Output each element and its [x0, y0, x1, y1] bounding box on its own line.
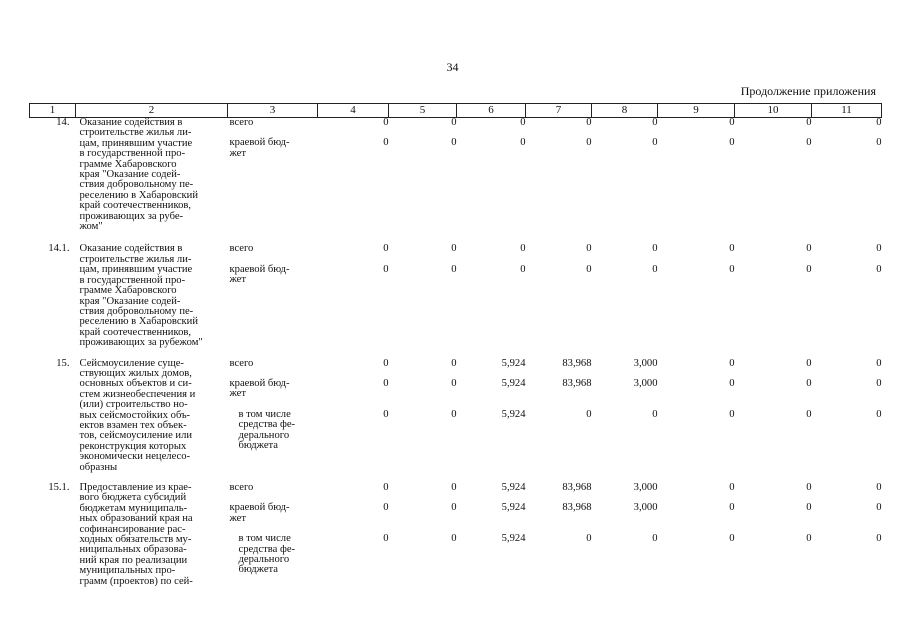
value-block	[814, 410, 882, 452]
value-block	[459, 534, 526, 576]
value-block	[594, 359, 658, 369]
value-block	[459, 359, 526, 369]
value-block	[660, 359, 735, 369]
value-block	[320, 483, 389, 493]
value-block	[814, 503, 882, 524]
cell-value: 0	[520, 137, 526, 149]
value-cell	[812, 118, 882, 245]
cell-value: 83,968	[562, 377, 592, 389]
cell-value: 0	[729, 502, 735, 514]
value-block	[737, 359, 812, 369]
cell-value: 0	[586, 263, 592, 275]
cell-value: 0	[652, 243, 658, 255]
value-cell	[389, 483, 457, 587]
value-cell	[457, 118, 526, 245]
source-label-line: дерального	[238, 554, 290, 566]
cell-value: 0	[876, 408, 882, 420]
cell-value: 0	[806, 117, 812, 128]
name-line: вых сейсмостойких объ-	[79, 409, 191, 421]
name-line: ных образований края на	[79, 513, 193, 525]
value-cell	[812, 244, 882, 358]
value-cell	[592, 483, 658, 587]
value-block	[459, 483, 526, 493]
value-cell	[318, 118, 389, 245]
row-name	[76, 244, 228, 358]
value-block	[660, 244, 735, 254]
value-cell	[658, 483, 735, 587]
value-block	[391, 379, 457, 400]
funding-source	[230, 379, 316, 400]
value-block	[814, 265, 882, 286]
row-number: 14.1.	[48, 243, 70, 255]
value-block	[814, 138, 882, 159]
value-block	[320, 503, 389, 524]
source-label-line: жет	[229, 274, 247, 286]
value-cell	[735, 244, 812, 358]
row-name	[76, 483, 228, 587]
row-number: 15.	[56, 357, 70, 369]
name-line: края "Оказание содей-	[79, 295, 181, 307]
value-block	[391, 410, 457, 452]
name-line: реселению в Хабаровский	[79, 189, 199, 201]
funding-sources	[228, 118, 318, 245]
value-cell	[658, 359, 735, 483]
cell-value: 0	[383, 117, 389, 128]
value-block	[459, 265, 526, 286]
funding-source	[230, 410, 316, 452]
col-header: 3	[228, 104, 318, 118]
cell-value: 0	[451, 533, 457, 545]
value-block	[814, 118, 882, 128]
cell-value: 0	[729, 408, 735, 420]
cell-value: 0	[383, 357, 389, 369]
name-line: образны	[79, 461, 118, 473]
value-block	[320, 379, 389, 400]
cell-value: 0	[806, 533, 812, 545]
value-block	[814, 359, 882, 369]
value-block	[528, 265, 592, 286]
funding-source	[230, 359, 316, 369]
name-line: края "Оказание содей-	[79, 169, 181, 181]
value-block	[391, 138, 457, 159]
cell-value: 0	[383, 482, 389, 493]
name-line: грамме Хабаровского	[79, 285, 177, 297]
value-block	[459, 410, 526, 452]
cell-value: 0	[586, 533, 592, 545]
cell-value: 0	[652, 263, 658, 275]
cell-value: 0	[806, 482, 812, 493]
value-block	[737, 483, 812, 493]
col-header: 7	[526, 104, 592, 118]
funding-sources	[228, 244, 318, 358]
cell-value: 83,968	[562, 482, 592, 493]
name-line: ектов взамен тех объек-	[79, 419, 187, 431]
cell-value: 3,000	[633, 482, 658, 493]
value-block	[528, 138, 592, 159]
source-label-line: в том числе	[238, 408, 291, 420]
cell-value: 0	[652, 137, 658, 149]
name-line: ствия добровольному пе-	[79, 305, 194, 317]
cell-value: 0	[806, 502, 812, 514]
value-block	[320, 244, 389, 254]
continuation-note: Продолжение приложения	[740, 84, 876, 98]
value-block	[459, 503, 526, 524]
value-block	[391, 534, 457, 576]
cell-value: 0	[876, 502, 882, 514]
value-block	[391, 483, 457, 493]
value-cell	[389, 244, 457, 358]
value-block	[320, 410, 389, 452]
cell-value: 0	[876, 137, 882, 149]
value-block	[814, 483, 882, 493]
cell-value: 0	[451, 482, 457, 493]
value-block	[594, 503, 658, 524]
value-block	[391, 244, 457, 254]
source-label-line: всего	[229, 357, 254, 369]
name-line: стем жизнеобеспечения и	[79, 388, 196, 400]
value-block	[737, 379, 812, 400]
table-body	[30, 118, 882, 588]
cell-value: 0	[383, 263, 389, 275]
name-line: Оказание содействия в	[79, 243, 183, 255]
value-block	[660, 534, 735, 576]
cell-value: 0	[652, 117, 658, 128]
name-line: цам, принявшим участие	[79, 137, 193, 149]
value-block	[391, 503, 457, 524]
row-number: 14.	[56, 117, 70, 128]
name-line: Предоставление из крае-	[79, 482, 192, 493]
cell-value: 0	[806, 263, 812, 275]
name-line: вого бюджета субсидий	[79, 492, 187, 504]
cell-value: 0	[451, 408, 457, 420]
value-block	[594, 379, 658, 400]
funding-sources	[228, 483, 318, 587]
name-line: строительстве жилья ли-	[79, 253, 192, 265]
value-cell	[592, 244, 658, 358]
table-row	[30, 118, 882, 245]
value-cell	[457, 244, 526, 358]
value-block	[660, 503, 735, 524]
source-label-line: краевой бюд-	[229, 137, 290, 149]
funding-source	[230, 534, 316, 576]
cell-value: 0	[520, 243, 526, 255]
col-header: 10	[735, 104, 812, 118]
col-header: 8	[592, 104, 658, 118]
table-row	[30, 359, 882, 483]
value-block	[737, 138, 812, 159]
row-name	[76, 359, 228, 483]
funding-source	[230, 265, 316, 286]
value-block	[814, 534, 882, 576]
value-cell	[592, 359, 658, 483]
source-label-line: всего	[229, 482, 254, 493]
source-label-line: жет	[229, 388, 247, 400]
cell-value: 0	[876, 533, 882, 545]
cell-value: 5,924	[501, 482, 526, 493]
name-line: край соотечественников,	[79, 200, 192, 212]
value-block	[528, 503, 592, 524]
value-block	[594, 138, 658, 159]
source-label-line: средства фе-	[238, 543, 296, 555]
cell-value: 0	[586, 243, 592, 255]
value-block	[594, 265, 658, 286]
value-block	[528, 118, 592, 128]
col-header: 11	[812, 104, 882, 118]
cell-value: 0	[383, 243, 389, 255]
value-block	[660, 138, 735, 159]
cell-value: 0	[729, 117, 735, 128]
name-line: край соотечественников,	[79, 326, 192, 338]
cell-value: 0	[729, 533, 735, 545]
value-block	[814, 379, 882, 400]
source-label-line: бюджета	[238, 439, 278, 451]
value-block	[528, 379, 592, 400]
table-row	[30, 244, 882, 358]
value-block	[459, 379, 526, 400]
value-block	[528, 410, 592, 452]
value-cell	[812, 483, 882, 587]
value-block	[660, 379, 735, 400]
cell-value: 0	[383, 137, 389, 149]
funding-source	[230, 118, 316, 128]
cell-value: 3,000	[633, 502, 658, 514]
cell-value: 5,924	[501, 377, 526, 389]
source-label-line: краевой бюд-	[229, 502, 290, 514]
value-cell	[318, 483, 389, 587]
cell-value: 0	[652, 533, 658, 545]
name-line: (или) строительство но-	[79, 399, 188, 411]
name-line: ствия добровольному пе-	[79, 179, 194, 191]
cell-value: 0	[876, 377, 882, 389]
value-block	[814, 244, 882, 254]
cell-value: 0	[383, 377, 389, 389]
funding-sources	[228, 359, 318, 483]
name-line: грамм (проектов) по сей-	[79, 575, 193, 587]
value-block	[737, 118, 812, 128]
value-cell	[735, 118, 812, 245]
value-block	[660, 265, 735, 286]
cell-value: 3,000	[633, 377, 658, 389]
value-cell	[389, 118, 457, 245]
col-header: 1	[30, 104, 76, 118]
cell-value: 0	[451, 137, 457, 149]
cell-value: 3,000	[633, 357, 658, 369]
cell-value: 0	[876, 117, 882, 128]
cell-value: 0	[652, 408, 658, 420]
cell-value: 0	[729, 482, 735, 493]
col-header: 2	[76, 104, 228, 118]
value-block	[391, 118, 457, 128]
value-block	[594, 244, 658, 254]
cell-value: 0	[876, 357, 882, 369]
value-block	[459, 244, 526, 254]
source-label-line: жет	[229, 147, 247, 159]
value-cell	[457, 483, 526, 587]
name-line: в государственной про-	[79, 274, 186, 286]
cell-value: 5,924	[501, 502, 526, 514]
cell-value: 83,968	[562, 357, 592, 369]
value-block	[320, 118, 389, 128]
cell-value: 0	[520, 117, 526, 128]
cell-value: 0	[586, 408, 592, 420]
cell-value: 83,968	[562, 502, 592, 514]
cell-value: 0	[451, 502, 457, 514]
name-line: проживающих за рубежом"	[79, 337, 203, 349]
name-line: основных объектов и си-	[79, 378, 192, 390]
source-label-line: в том числе	[238, 533, 291, 545]
name-line: ствующих жилых домов,	[79, 367, 192, 379]
source-label-line: всего	[229, 243, 254, 255]
value-block	[737, 534, 812, 576]
value-cell	[526, 244, 592, 358]
value-block	[660, 118, 735, 128]
cell-value: 0	[383, 533, 389, 545]
value-block	[594, 534, 658, 576]
value-block	[320, 265, 389, 286]
row-number: 15.1.	[48, 482, 70, 493]
source-label-line: дерального	[238, 429, 290, 441]
cell-value: 0	[451, 263, 457, 275]
value-cell	[457, 359, 526, 483]
value-cell	[735, 483, 812, 587]
source-label-line: краевой бюд-	[229, 263, 290, 275]
value-cell	[526, 483, 592, 587]
value-cell	[318, 244, 389, 358]
value-block	[594, 118, 658, 128]
funding-source	[230, 503, 316, 524]
cell-value: 0	[806, 408, 812, 420]
value-cell	[658, 118, 735, 245]
name-line: Оказание содействия в	[79, 117, 183, 128]
cell-value: 0	[876, 482, 882, 493]
name-line: грамме Хабаровского	[79, 158, 177, 170]
value-block	[594, 483, 658, 493]
cell-value: 0	[451, 117, 457, 128]
cell-value: 0	[451, 357, 457, 369]
value-block	[737, 244, 812, 254]
name-line: строительстве жилья ли-	[79, 127, 192, 139]
source-label-line: средства фе-	[238, 419, 296, 431]
cell-value: 0	[729, 243, 735, 255]
source-label-line: жет	[229, 512, 247, 524]
value-block	[391, 359, 457, 369]
cell-value: 0	[383, 408, 389, 420]
value-block	[528, 534, 592, 576]
cell-value: 0	[806, 137, 812, 149]
name-line: ниципальных образова-	[79, 544, 187, 556]
cell-value: 0	[876, 263, 882, 275]
funding-source	[230, 138, 316, 159]
value-block	[320, 138, 389, 159]
table-row	[30, 483, 882, 587]
name-line: муниципальных про-	[79, 565, 176, 577]
cell-value: 0	[729, 263, 735, 275]
value-cell	[735, 359, 812, 483]
cell-value: 0	[729, 357, 735, 369]
name-line: жом"	[79, 221, 103, 233]
name-line: реконструкция которых	[79, 440, 187, 452]
col-header: 5	[389, 104, 457, 118]
cell-value: 0	[729, 377, 735, 389]
value-block	[737, 503, 812, 524]
page-number: 34	[446, 60, 459, 74]
cell-value: 5,924	[501, 533, 526, 545]
funding-source	[230, 244, 316, 254]
value-cell	[526, 118, 592, 245]
cell-value: 5,924	[501, 357, 526, 369]
source-label-line: краевой бюд-	[229, 377, 290, 389]
col-header: 4	[318, 104, 389, 118]
value-block	[737, 410, 812, 452]
cell-value: 0	[586, 137, 592, 149]
value-cell	[318, 359, 389, 483]
value-block	[320, 359, 389, 369]
funding-source	[230, 483, 316, 493]
value-block	[660, 410, 735, 452]
value-block	[660, 483, 735, 493]
value-block	[528, 359, 592, 369]
name-line: проживающих за рубе-	[79, 210, 184, 222]
name-line: цам, принявшим участие	[79, 264, 193, 276]
value-block	[459, 138, 526, 159]
value-cell	[526, 359, 592, 483]
table-header-row	[30, 104, 882, 118]
row-name	[76, 118, 228, 245]
cell-value: 0	[806, 357, 812, 369]
value-block	[528, 244, 592, 254]
value-cell	[812, 359, 882, 483]
source-label-line: всего	[229, 117, 254, 128]
value-block	[737, 265, 812, 286]
value-block	[594, 410, 658, 452]
name-line: софинансирование рас-	[79, 523, 186, 535]
name-line: реселению в Хабаровский	[79, 316, 199, 328]
value-block	[320, 534, 389, 576]
name-line: ний края по реализации	[79, 554, 188, 566]
value-cell	[592, 118, 658, 245]
cell-value: 0	[520, 263, 526, 275]
col-header: 9	[658, 104, 735, 118]
name-line: Сейсмоусиление суще-	[79, 357, 184, 369]
cell-value: 0	[729, 137, 735, 149]
cell-value: 0	[451, 377, 457, 389]
cell-value: 0	[806, 377, 812, 389]
name-line: бюджетам муниципаль-	[79, 502, 188, 514]
col-header: 6	[457, 104, 526, 118]
name-line: в государственной про-	[79, 148, 186, 160]
name-line: ходных обязательств му-	[79, 534, 192, 546]
value-block	[391, 265, 457, 286]
source-label-line: бюджета	[238, 564, 278, 576]
value-cell	[389, 359, 457, 483]
cell-value: 0	[876, 243, 882, 255]
cell-value: 5,924	[501, 408, 526, 420]
budget-table	[29, 103, 882, 587]
value-cell	[658, 244, 735, 358]
name-line: экономически нецелесо-	[79, 451, 191, 463]
value-block	[528, 483, 592, 493]
cell-value: 0	[383, 502, 389, 514]
cell-value: 0	[806, 243, 812, 255]
cell-value: 0	[586, 117, 592, 128]
cell-value: 0	[451, 243, 457, 255]
value-block	[459, 118, 526, 128]
name-line: тов, сейсмоусиление или	[79, 430, 193, 442]
